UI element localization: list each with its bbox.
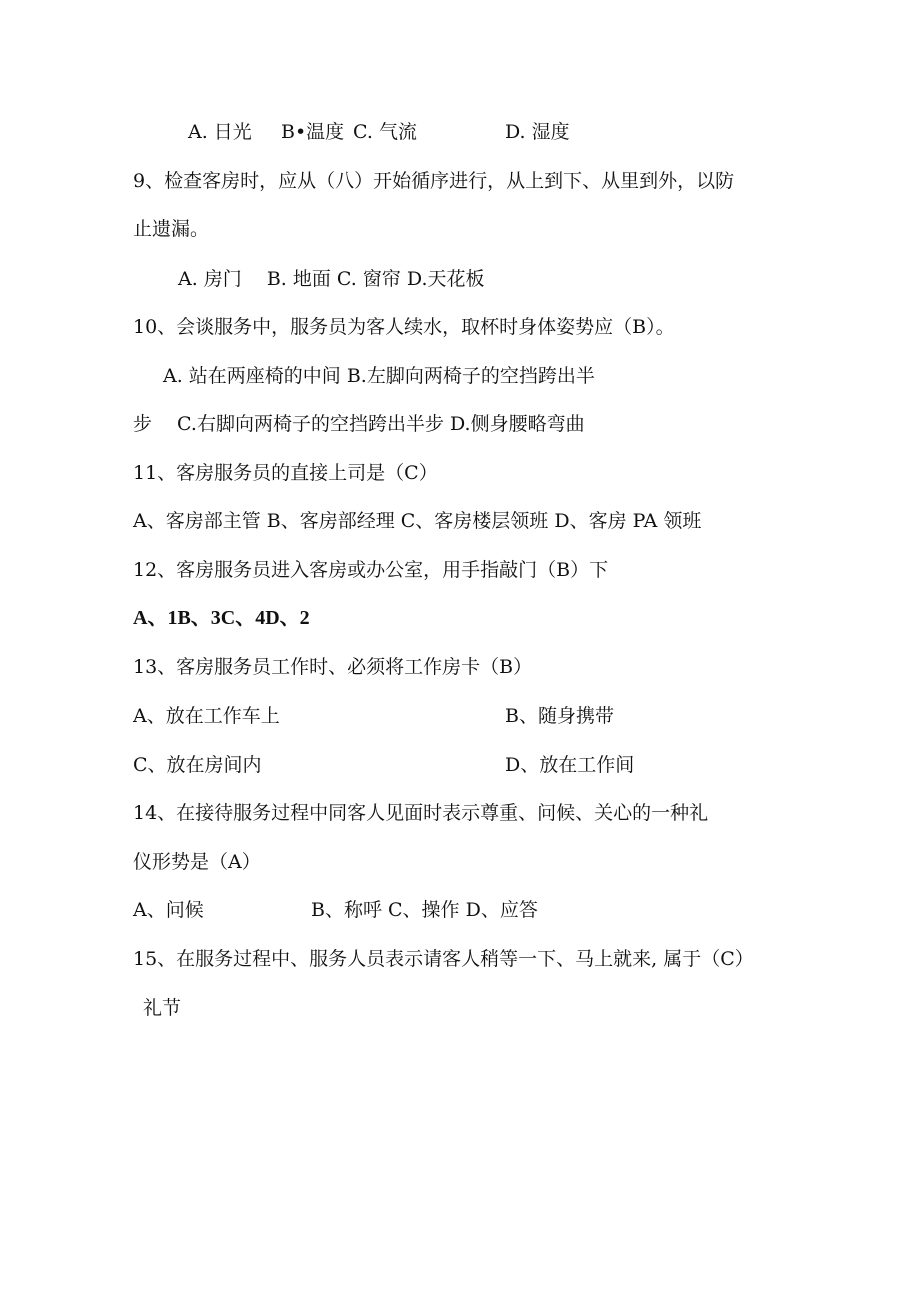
- q14-options-b-c-d: B、称呼 C、操作 D、应答: [311, 899, 538, 921]
- q13-question-text: 13、客房服务员工作时、必须将工作房卡（B）: [133, 656, 533, 678]
- q12-question-text: 12、客房服务员进入客房或办公室，用手指敲门（B）下: [133, 559, 609, 581]
- q10-options-a-b: A. 站在两座椅的中间 B.左脚向两椅子的空挡跨出半: [163, 365, 595, 387]
- q13-option-d: D、放在工作间: [505, 754, 635, 776]
- q10-options-c-d: 步 C.右脚向两椅子的空挡跨出半步 D.侧身腰略弯曲: [133, 413, 585, 435]
- q14-question-text-cont: 仪形势是（A）: [133, 851, 261, 873]
- q11-question-text: 11、客房服务员的直接上司是（C）: [133, 462, 438, 484]
- q14-option-a: A、问候: [133, 899, 204, 921]
- q13-option-a: A、放在工作车上: [133, 705, 280, 727]
- q8-option-a: A. 日光: [188, 121, 252, 143]
- q13-option-b: B、随身携带: [505, 705, 614, 727]
- q11-options: A、客房部主管 B、客房部经理 C、客房楼层领班 D、客房 PA 领班: [133, 510, 702, 532]
- q9-question-text: 9、检查客房时，应从（八）开始循序进行，从上到下、从里到外，以防: [133, 170, 735, 192]
- q8-option-b: B•温度: [281, 121, 345, 143]
- q12-options: A、1B、3C、4D、2: [133, 607, 310, 629]
- q8-option-d: D. 湿度: [505, 121, 570, 143]
- q9-question-text-cont: 止遗漏。: [133, 218, 210, 240]
- q15-question-text-cont: 礼节: [143, 997, 182, 1019]
- q13-option-c: C、放在房间内: [133, 754, 262, 776]
- q15-question-text: 15、在服务过程中、服务人员表示请客人稍等一下、马上就来, 属于（C）: [133, 948, 754, 970]
- q8-option-c: C. 气流: [353, 121, 417, 143]
- q10-question-text: 10、会谈服务中，服务员为客人续水，取杯时身体姿势应（B）。: [133, 316, 675, 338]
- q14-question-text: 14、在接待服务过程中同客人见面时表示尊重、问候、关心的一种礼: [133, 802, 709, 824]
- q9-options: A. 房门 B. 地面 C. 窗帘 D.天花板: [178, 268, 485, 290]
